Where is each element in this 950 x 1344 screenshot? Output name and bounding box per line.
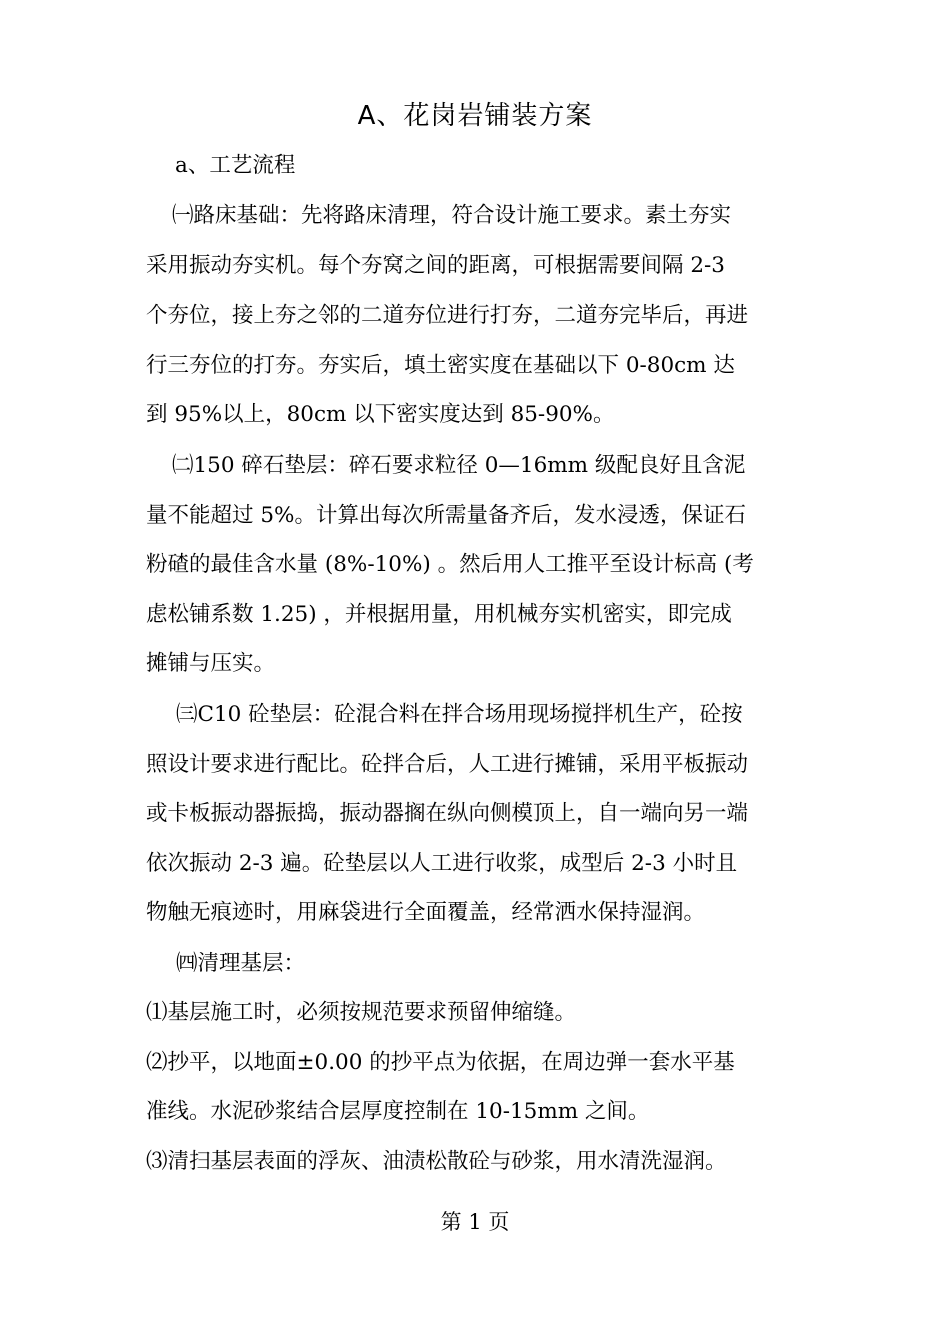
list-item: ⑵抄平，以地面±0.00 的抄平点为依据，在周边弹一套水平基 (146, 1050, 735, 1075)
paragraph-line: ㈣清理基层： (176, 951, 306, 976)
paragraph-line: ㈢C10 砼垫层：砼混合料在拌合场用现场搅拌机生产，砼按 (176, 702, 743, 727)
paragraph-line: 粉碴的最佳含水量 (8%-10%) 。然后用人工推平至设计标高 (考 (146, 552, 754, 577)
paragraph-line: 虑松铺系数 1.25) ，并根据用量，用机械夯实机密实，即完成 (146, 602, 732, 627)
paragraph-line: 照设计要求进行配比。砼拌合后，人工进行摊铺，采用平板振动 (146, 752, 749, 777)
page-number: 第 1 页 (440, 1210, 510, 1234)
paragraph-line: 准线。水泥砂浆结合层厚度控制在 10-15mm 之间。 (146, 1099, 650, 1124)
paragraph-line: 行三夯位的打夯。夯实后，填土密实度在基础以下 0-80cm 达 (146, 353, 735, 378)
paragraph-line: 个夯位，接上夯之邻的二道夯位进行打夯，二道夯完毕后，再进 (146, 303, 749, 328)
list-item: ⑴基层施工时，必须按规范要求预留伸缩缝。 (146, 1000, 577, 1025)
paragraph-line: 到 95%以上，80cm 以下密实度达到 85-90%。 (146, 402, 615, 427)
paragraph-line: ㈡150 碎石垫层：碎石要求粒径 0—16mm 级配良好且含泥 (172, 453, 746, 478)
paragraph-line: ㈠路床基础：先将路床清理，符合设计施工要求。素土夯实 (172, 203, 732, 228)
paragraph-line: 依次振动 2-3 遍。砼垫层以人工进行收浆，成型后 2-3 小时且 (146, 851, 738, 876)
section-heading-process: a、工艺流程 (175, 153, 296, 178)
paragraph-line: 量不能超过 5%。计算出每次所需量备齐后，发水浸透，保证石 (146, 503, 746, 528)
list-item: ⑶清扫基层表面的浮灰、油渍松散砼与砂浆，用水清洗湿润。 (146, 1149, 727, 1174)
paragraph-line: 或卡板振动器振捣，振动器搁在纵向侧模顶上，自一端向另一端 (146, 801, 749, 826)
paragraph-line: 摊铺与压实。 (146, 651, 276, 676)
paragraph-line: 采用振动夯实机。每个夯窝之间的距离，可根据需要间隔 2-3 (146, 253, 725, 278)
document-title: A、花岗岩铺装方案 (357, 101, 593, 131)
paragraph-line: 物触无痕迹时，用麻袋进行全面覆盖，经常洒水保持湿润。 (146, 900, 706, 925)
